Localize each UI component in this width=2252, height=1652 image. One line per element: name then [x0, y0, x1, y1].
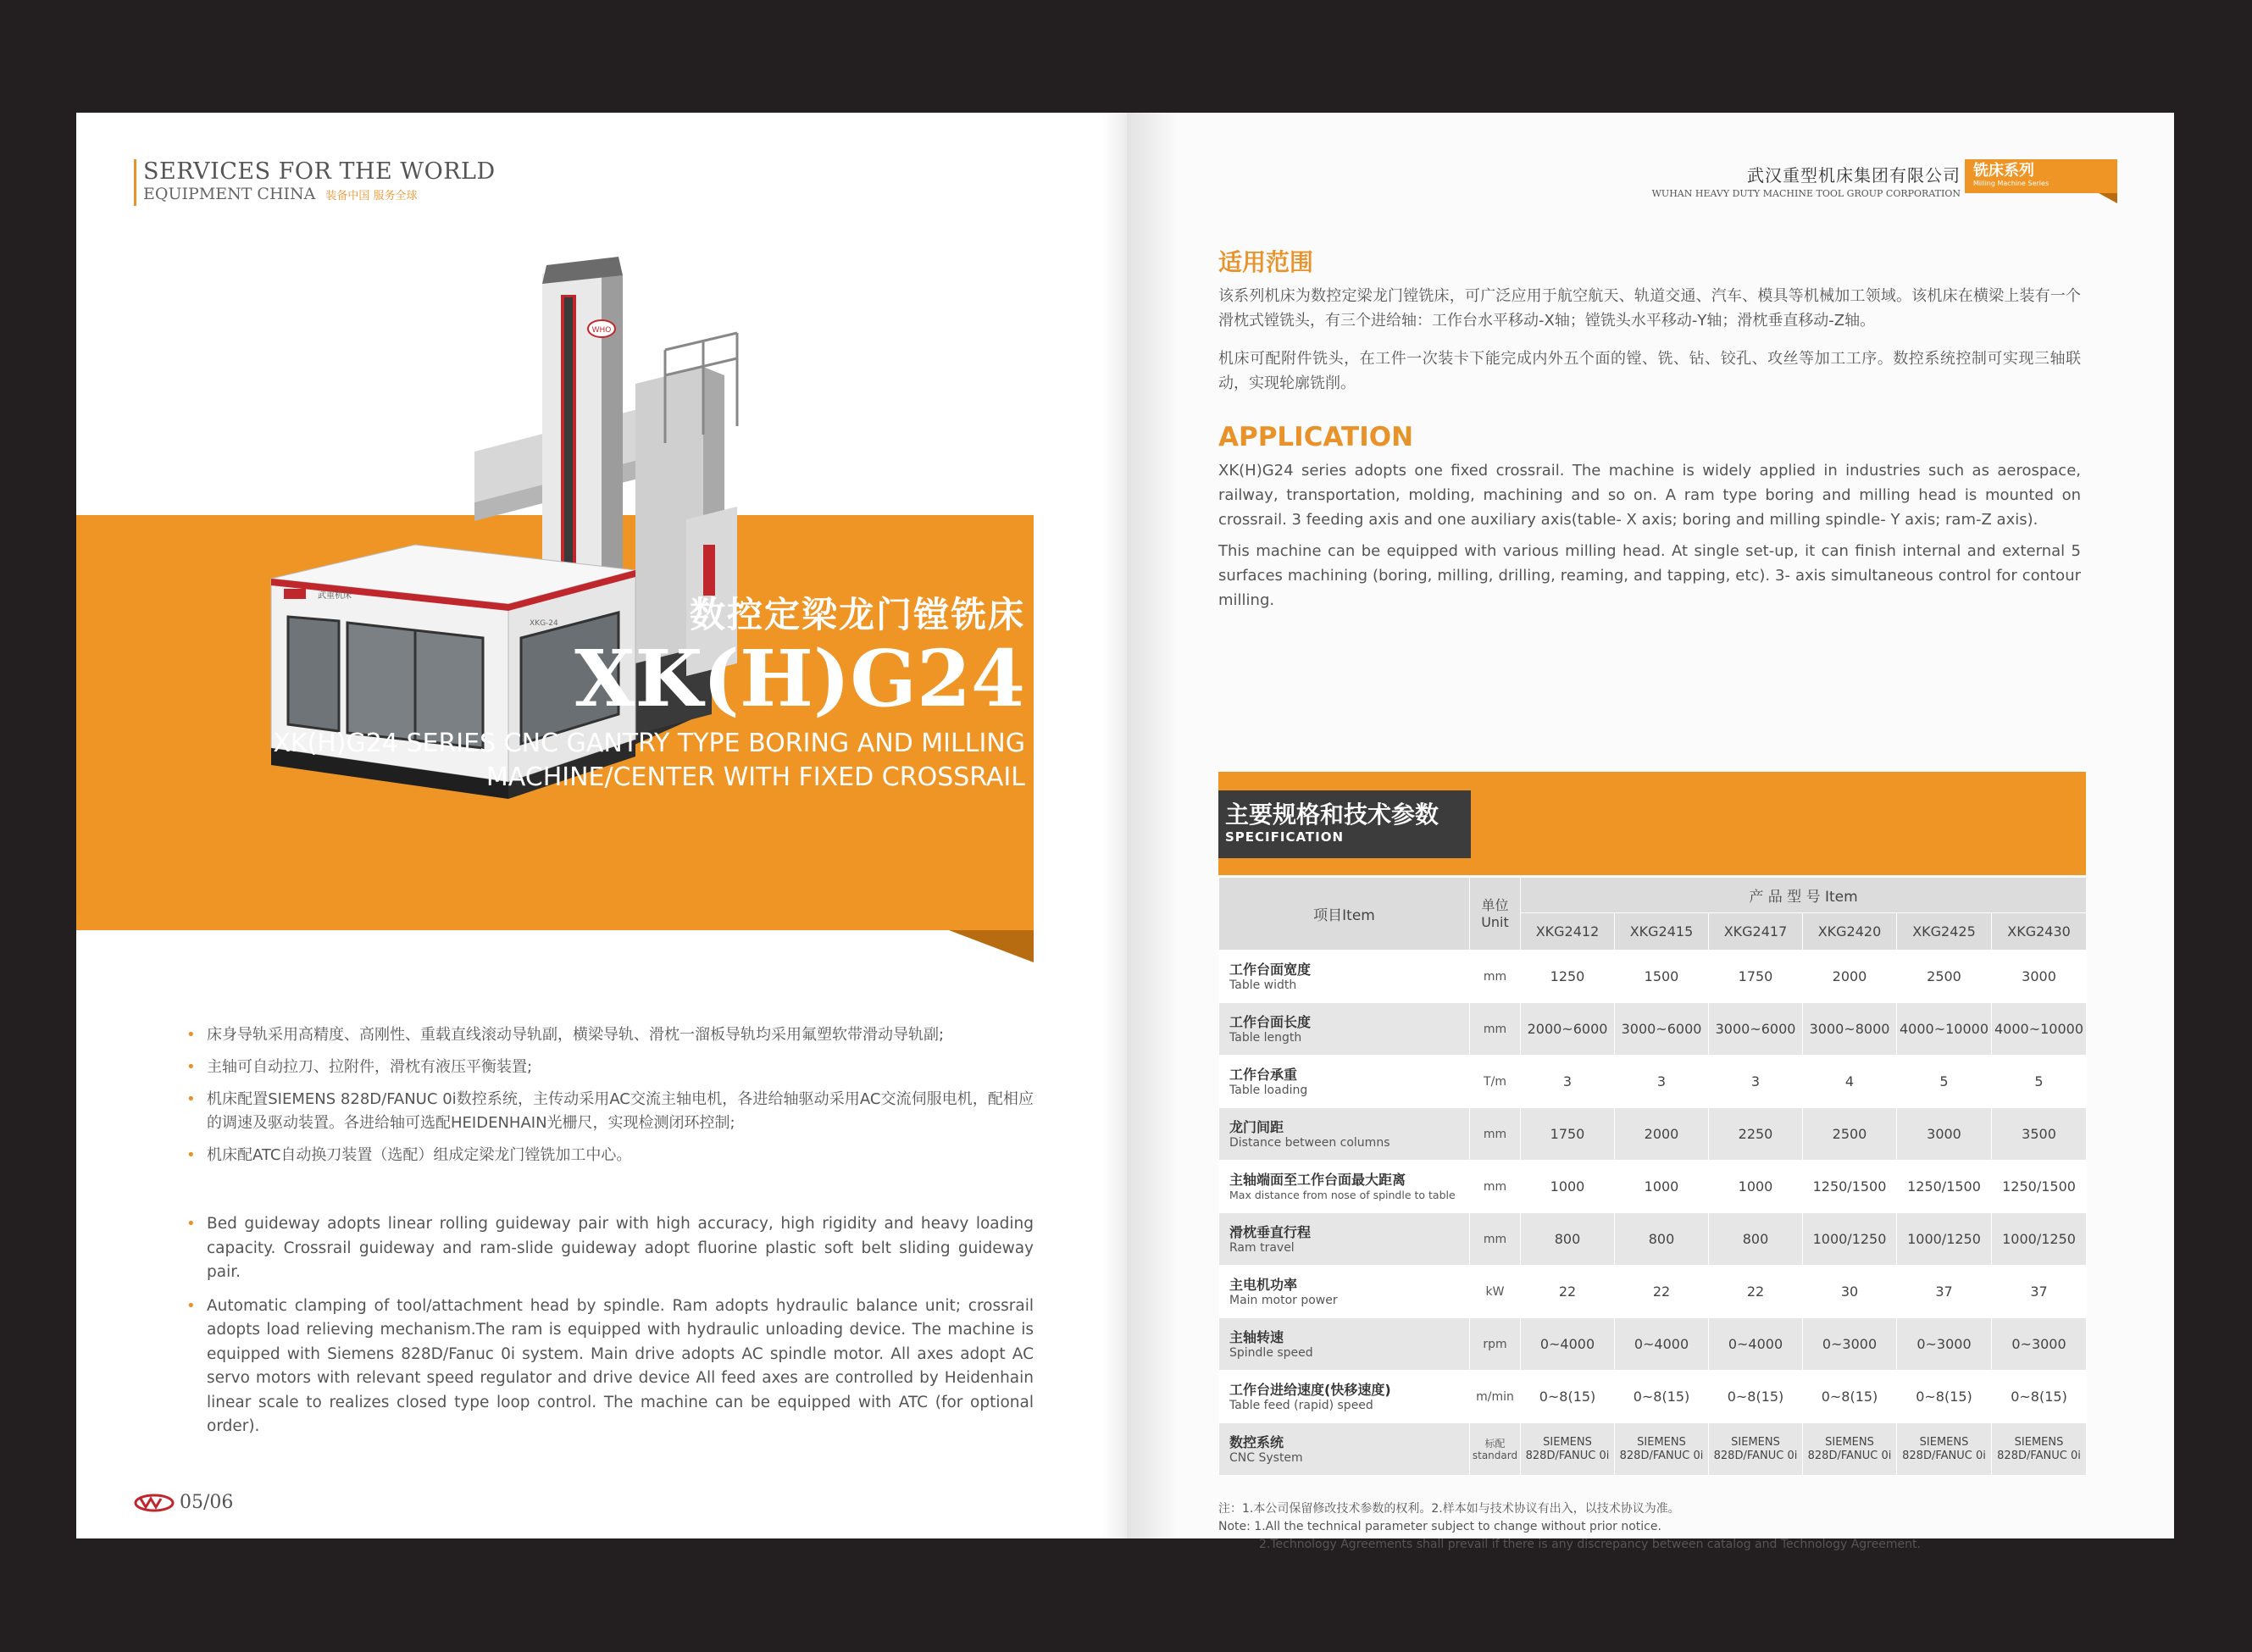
feature-cn-item: • 机床配置SIEMENS 828D/FANUC 0i数控系统，主传动采用AC交流主轴电机，各进给轴驱动采用AC交流伺服电机，配相应的调速及驱动装置。各进给轴可选配HEIDENHAIN光栅尺，实现检测闭环控制; — [185, 1088, 1034, 1135]
slogan-line2-cn: 装备中国 服务全球 — [325, 190, 418, 202]
table-row: 主电机功率 Main motor power kW 22 22 22 30 37 37 — [1219, 1266, 2087, 1318]
table-row: 主轴端面至工作台面最大距离 Max distance from nose of spindle to table mm 1000 1000 1000 1250/1500 1250/1500 1250/1500 — [1219, 1161, 2087, 1213]
col-header-models: 产 品 型 号 Item — [1521, 878, 2087, 913]
application-heading: APPLICATION — [1218, 422, 1414, 452]
spec-title-en: SPECIFICATION — [1225, 829, 1345, 845]
series-tab-cn: 铣床系列 — [1973, 162, 2034, 180]
table-row: 龙门间距 Distance between columns mm 1750 2000 2250 2500 3000 3500 — [1219, 1108, 2087, 1161]
spec-title-cn: 主要规格和技术参数 — [1225, 801, 1439, 829]
model-header: XKG2417 — [1709, 913, 1803, 951]
feature-en-item: • Bed guideway adopts linear rolling guideway pair with high accuracy, high rigidity and heavy loading capacity. Crossrail guideway and ram-slide guideway adopt fluorine plastic soft belt sliding guideway pair. — [185, 1212, 1034, 1285]
col-header-unit: 单位 Unit — [1470, 878, 1521, 951]
page-number-text: 05/06 — [180, 1492, 234, 1513]
banner-fold — [949, 930, 1034, 962]
company-name-cn: 武汉重型机床集团有限公司 — [1747, 165, 1961, 186]
spec-label — [1218, 790, 1471, 858]
feature-cn-item: • 主轴可自动拉刀、拉附件，滑枕有液压平衡装置; — [185, 1056, 1034, 1079]
model-header: XKG2430 — [1992, 913, 2087, 951]
feature-en-item: • Automatic clamping of tool/attachment head by spindle. Ram adopts hydraulic balance unit; crossrail adopts load relieving mechanism.The ram is equipped with hydraulic unloading device. The machine is equipped with Siemens 828D/Fanuc 0i system. Main drive adopts AC spindle motor. All axes adopt AC servo motors with relevant speed regulator and drive device All feed axes are controlled by Heidenhain linear scale to realizes closed type loop control. The machine can be equipped with ATC (for optional order). — [185, 1294, 1034, 1439]
table-row: 工作台面宽度 Table width mm 1250 1500 1750 2000 2500 3000 — [1219, 951, 2087, 1003]
table-row: 主轴转速 Spindle speed rpm 0~4000 0~4000 0~4000 0~3000 0~3000 0~3000 — [1219, 1318, 2087, 1371]
product-title-cn: 数控定梁龙门镗铣床 — [689, 594, 1025, 635]
model-header: XKG2415 — [1615, 913, 1709, 951]
slogan-line1: SERVICES FOR THE WORLD — [143, 158, 496, 185]
right-page — [1127, 113, 2174, 1551]
col-header-item: 项目Item — [1219, 878, 1470, 951]
svg-text:WHO: WHO — [591, 326, 612, 335]
gutter-shadow — [1101, 113, 1127, 1538]
series-tab-fold — [2099, 193, 2117, 203]
table-row: 数控系统 CNC System 标配 standard SIEMENS 828D/FANUC 0i SIEMENS 828D/FANUC 0i SIEMENS 828D/FANUC 0i SIEMENS 828D/FANUC 0i SIEMENS 828D/FANUC 0i SIEMENS 828D/FANUC 0i — [1219, 1423, 2087, 1476]
model-header: XKG2425 — [1897, 913, 1992, 951]
application-paragraph-2: This machine can be equipped with various milling head. At single set-up, it can finish internal and external 5 surfaces machining (boring, milling, drilling, reaming, and tapping, etc). 3- axis simultaneous control for contour milling. — [1218, 542, 2081, 609]
features-cn-list — [185, 1023, 1034, 1176]
spec-notes — [1218, 1500, 1921, 1554]
company-header — [1652, 162, 1961, 199]
page-number — [134, 1492, 233, 1513]
gutter-shadow — [1127, 113, 1178, 1538]
feature-cn-item: • 床身导轨采用高精度、高刚性、重载直线滚动导轨副，横梁导轨、滑枕一溜板导轨均采用氟塑软带滑动导轨副; — [185, 1023, 1034, 1047]
model-header: XKG2412 — [1521, 913, 1615, 951]
series-tab — [1965, 159, 2117, 193]
feature-cn-item: • 机床配ATC自动换刀装置（选配）组成定梁龙门镗铣加工中心。 — [185, 1144, 1034, 1167]
note-cn: 注：1.本公司保留修改技术参数的权利。2.样本如与技术协议有出入，以技术协议为准。 — [1218, 1502, 1680, 1516]
company-logo-icon — [134, 1494, 175, 1512]
table-row: 工作台面长度 Table length mm 2000~6000 3000~6000 3000~6000 3000~8000 4000~10000 4000~10000 — [1219, 1003, 2087, 1056]
spec-table — [1218, 877, 2087, 1476]
table-row: 滑枕垂直行程 Ram travel mm 800 800 800 1000/1250 1000/1250 1000/1250 — [1219, 1213, 2087, 1266]
application-paragraph-1: XK(H)G24 series adopts one fixed crossrail. The machine is widely applied in industries such as aerospace, railway, transportation, molding, machining and so on. A ram type boring and milling head is mounted on crossrail. 3 feeding axis and one auxiliary axis(table- X axis; boring and milling spindle- Y axis; ram-Z axis). — [1218, 462, 2081, 529]
series-tab-en: Milling Machine Series — [1973, 180, 2050, 187]
scope-heading: 适用范围 — [1218, 248, 1314, 276]
table-row: 工作台承重 Table loading T/m 3 3 3 4 5 5 — [1219, 1056, 2087, 1108]
svg-text:武重机床: 武重机床 — [318, 591, 352, 601]
features-en-list — [185, 1212, 1034, 1449]
svg-text:XKG-24: XKG-24 — [530, 619, 558, 628]
model-header: XKG2420 — [1803, 913, 1897, 951]
scope-paragraph-2: 机床可配附件铣头，在工件一次装卡下能完成内外五个面的镗、铣、钻、铰孔、攻丝等加工工序。数控系统控制可实现三轴联动，实现轮廓铣削。 — [1218, 350, 2081, 392]
scope-paragraph-1: 该系列机床为数控定梁龙门镗铣床，可广泛应用于航空航天、轨道交通、汽车、模具等机械加工领域。该机床在横梁上装有一个滑枕式镗铣头，有三个进给轴：工作台水平移动-X轴；镗铣头水平移动-Y轴；滑枕垂直移动-Z轴。 — [1218, 287, 2081, 330]
note-en-1: Note: 1.All the technical parameter subject to change without prior notice. — [1218, 1520, 1661, 1533]
product-model: XK(H)G24 — [574, 633, 1025, 724]
note-en-2: 2.Technology Agreements shall prevail if there is any discrepancy between catalog and Technology Agreement. — [1259, 1538, 1921, 1551]
brand-slogan — [134, 159, 496, 206]
left-page — [76, 113, 1127, 1538]
company-name-en: WUHAN HEAVY DUTY MACHINE TOOL GROUP CORPORATION — [1651, 188, 1961, 199]
slogan-line2: EQUIPMENT CHINA 装备中国 服务全球 — [143, 185, 418, 203]
table-row: 工作台进给速度(快移速度) Table feed (rapid) speed m/min 0~8(15) 0~8(15) 0~8(15) 0~8(15) 0~8(15) 0~8(15) — [1219, 1371, 2087, 1423]
product-title-en: XK(H)G24 SERIES CNC GANTRY TYPE BORING AND MILLING MACHINE/CENTER WITH FIXED CROSSRAIL — [273, 729, 1025, 792]
